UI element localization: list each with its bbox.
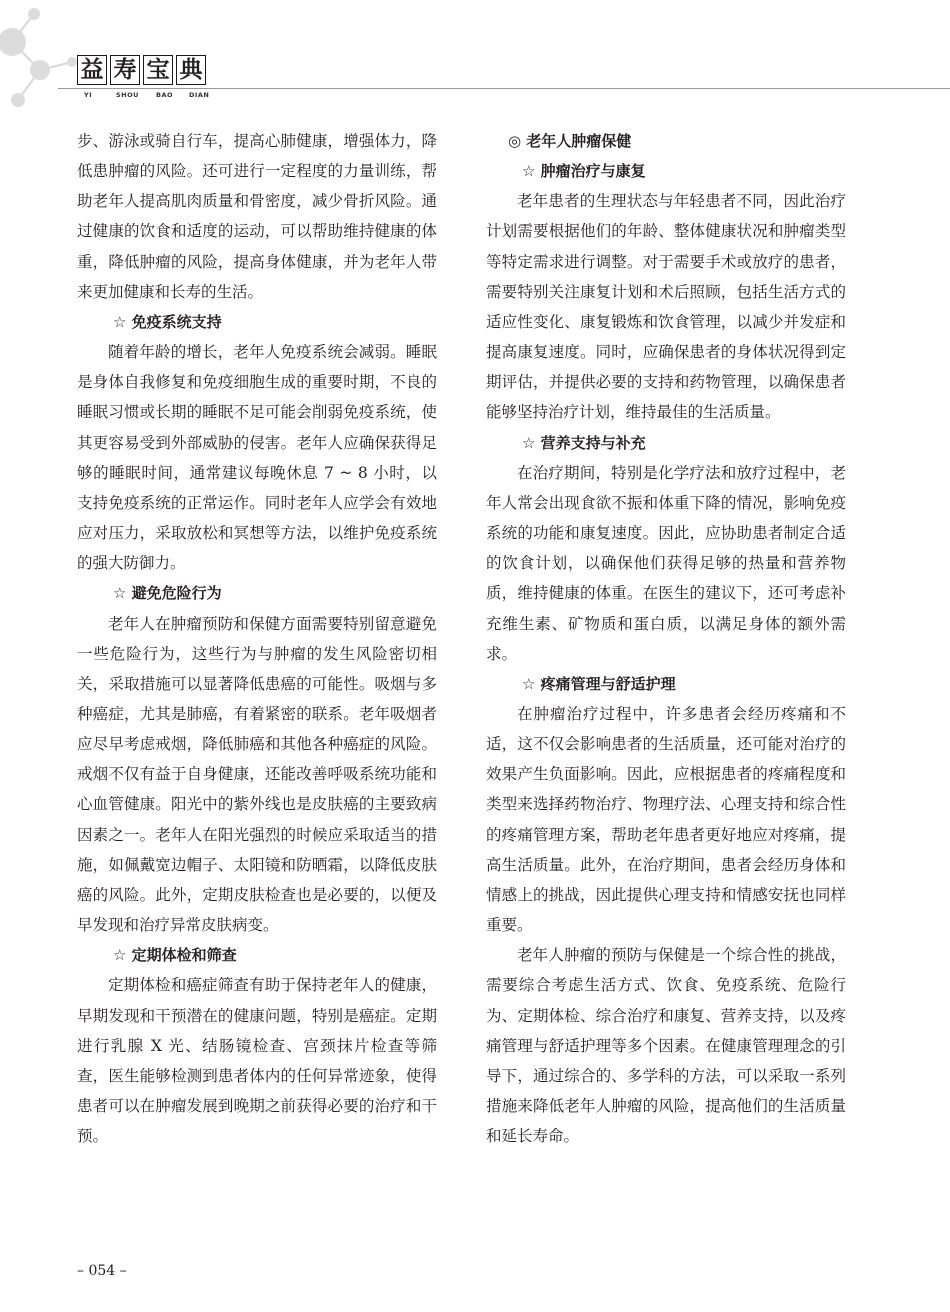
- section-heading: ☆ 避免危险行为: [113, 584, 222, 603]
- section-heading: ☆ 疼痛管理与舒适护理: [522, 674, 676, 693]
- section-heading: ☆ 营养支持与补充: [522, 433, 646, 452]
- body-paragraph: 老年人肿瘤的预防与保健是一个综合性的挑战，需要综合考虑生活方式、饮食、免疫系统、危险行为、定期体检、综合治疗和康复、营养支持，以及疼痛管理与舒适护理等多个因素。在健康管理理念的引导下，通过综合的、多学科的方法，可以采取一系列措施来降低老年人肿瘤的风险，提高他们的生活质量和延长寿命。: [486, 946, 846, 1146]
- section-heading: ☆ 肿瘤治疗与康复: [522, 162, 646, 181]
- pinyin-label: SHOU: [116, 91, 139, 99]
- masthead-char: 典: [176, 55, 206, 85]
- pinyin-label: BAO: [156, 91, 174, 99]
- masthead-pinyin: [84, 91, 209, 99]
- page-number: – 054 –: [77, 1263, 127, 1279]
- body-paragraph: 步、游泳或骑自行车，提高心肺健康，增强体力，降低患肿瘤的风险。还可进行一定程度的力量训练，帮助老年人提高肌肉质量和骨密度，减少骨折风险。通过健康的饮食和适度的运动，可以帮助维持健康的体重，降低肿瘤的风险，提高身体健康，并为老年人带来更加健康和长寿的生活。: [77, 132, 437, 301]
- left-column: [77, 126, 437, 1151]
- body-paragraph: 随着年龄的增长，老年人免疫系统会减弱。睡眠是身体自我修复和免疫细胞生成的重要时期，不良的睡眠习惯或长期的睡眠不足可能会削弱免疫系统，使其更容易受到外部威胁的侵害。老年人应确保获得足够的睡眠时间，通常建议每晚休息 7 ~ 8 小时，以支持免疫系统的正常运作。同时老年人应学会有效地应对压力，采取放松和冥想等方法，以维护免疫系统的强大防御力。: [77, 343, 437, 573]
- body-paragraph: 老年患者的生理状态与年轻患者不同，因此治疗计划需要根据他们的年龄、整体健康状况和肿瘤类型等特定需求进行调整。对于需要手术或放疗的患者，需要特别关注康复计划和术后照顾，包括生活方式的适应性变化、康复锻炼和饮食管理，以减少并发症和提高康复速度。同时，应确保患者的身体状况得到定期评估，并提供必要的支持和药物管理，以确保患者能够坚持治疗计划，维持最佳的生活质量。: [486, 192, 846, 422]
- right-column: [486, 126, 846, 1151]
- masthead: [77, 55, 206, 85]
- pinyin-label: YI: [84, 91, 93, 99]
- chapter-title: ◎ 老年人肿瘤保健: [508, 132, 632, 150]
- masthead-char: 寿: [110, 55, 140, 85]
- pinyin-label: DIAN: [189, 91, 210, 99]
- body-paragraph: 在治疗期间，特别是化学疗法和放疗过程中，老年人常会出现食欲不振和体重下降的情况，影响免疫系统的功能和康复速度。因此，应协助患者制定合适的饮食计划，以确保他们获得足够的热量和营养物质，维持健康的体重。在医生的建议下，还可考虑补充维生素、矿物质和蛋白质，以满足身体的额外需求。: [486, 463, 846, 663]
- section-heading: ☆ 定期体检和筛查: [113, 946, 237, 965]
- masthead-char: 宝: [143, 55, 173, 85]
- body-paragraph: 老年人在肿瘤预防和保健方面需要特别留意避免一些危险行为，这些行为与肿瘤的发生风险密切相关，采取措施可以显著降低患癌的可能性。吸烟与多种癌症，尤其是肺癌，有着紧密的联系。老年吸烟者应尽早考虑戒烟，降低肺癌和其他各种癌症的风险。戒烟不仅有益于自身健康，还能改善呼吸系统功能和心血管健康。阳光中的紫外线也是皮肤癌的主要致病因素之一。老年人在阳光强烈的时候应采取适当的措施，如佩戴宽边帽子、太阳镜和防晒霜，以降低皮肤癌的风险。此外，定期皮肤检查也是必要的，以便及早发现和治疗异常皮肤病变。: [77, 614, 437, 935]
- masthead-char: 益: [77, 55, 107, 85]
- section-heading: ☆ 免疫系统支持: [113, 312, 222, 331]
- body-paragraph: 定期体检和癌症筛查有助于保持老年人的健康，早期发现和干预潜在的健康问题，特别是癌症。定期进行乳腺 X 光、结肠镜检查、宫颈抹片检查等筛查，医生能够检测到患者体内的任何异常迹象，使得患者可以在肿瘤发展到晚期之前获得必要的治疗和干预。: [77, 976, 437, 1146]
- body-paragraph: 在肿瘤治疗过程中，许多患者会经历疼痛和不适，这不仅会影响患者的生活质量，还可能对治疗的效果产生负面影响。因此，应根据患者的疼痛程度和类型来选择药物治疗、物理疗法、心理支持和综合性的疼痛管理方案，帮助老年患者更好地应对疼痛，提高生活质量。此外，在治疗期间，患者会经历身体和情感上的挑战，因此提供心理支持和情感安抚也同样重要。: [486, 704, 846, 935]
- header-rule: [58, 88, 950, 89]
